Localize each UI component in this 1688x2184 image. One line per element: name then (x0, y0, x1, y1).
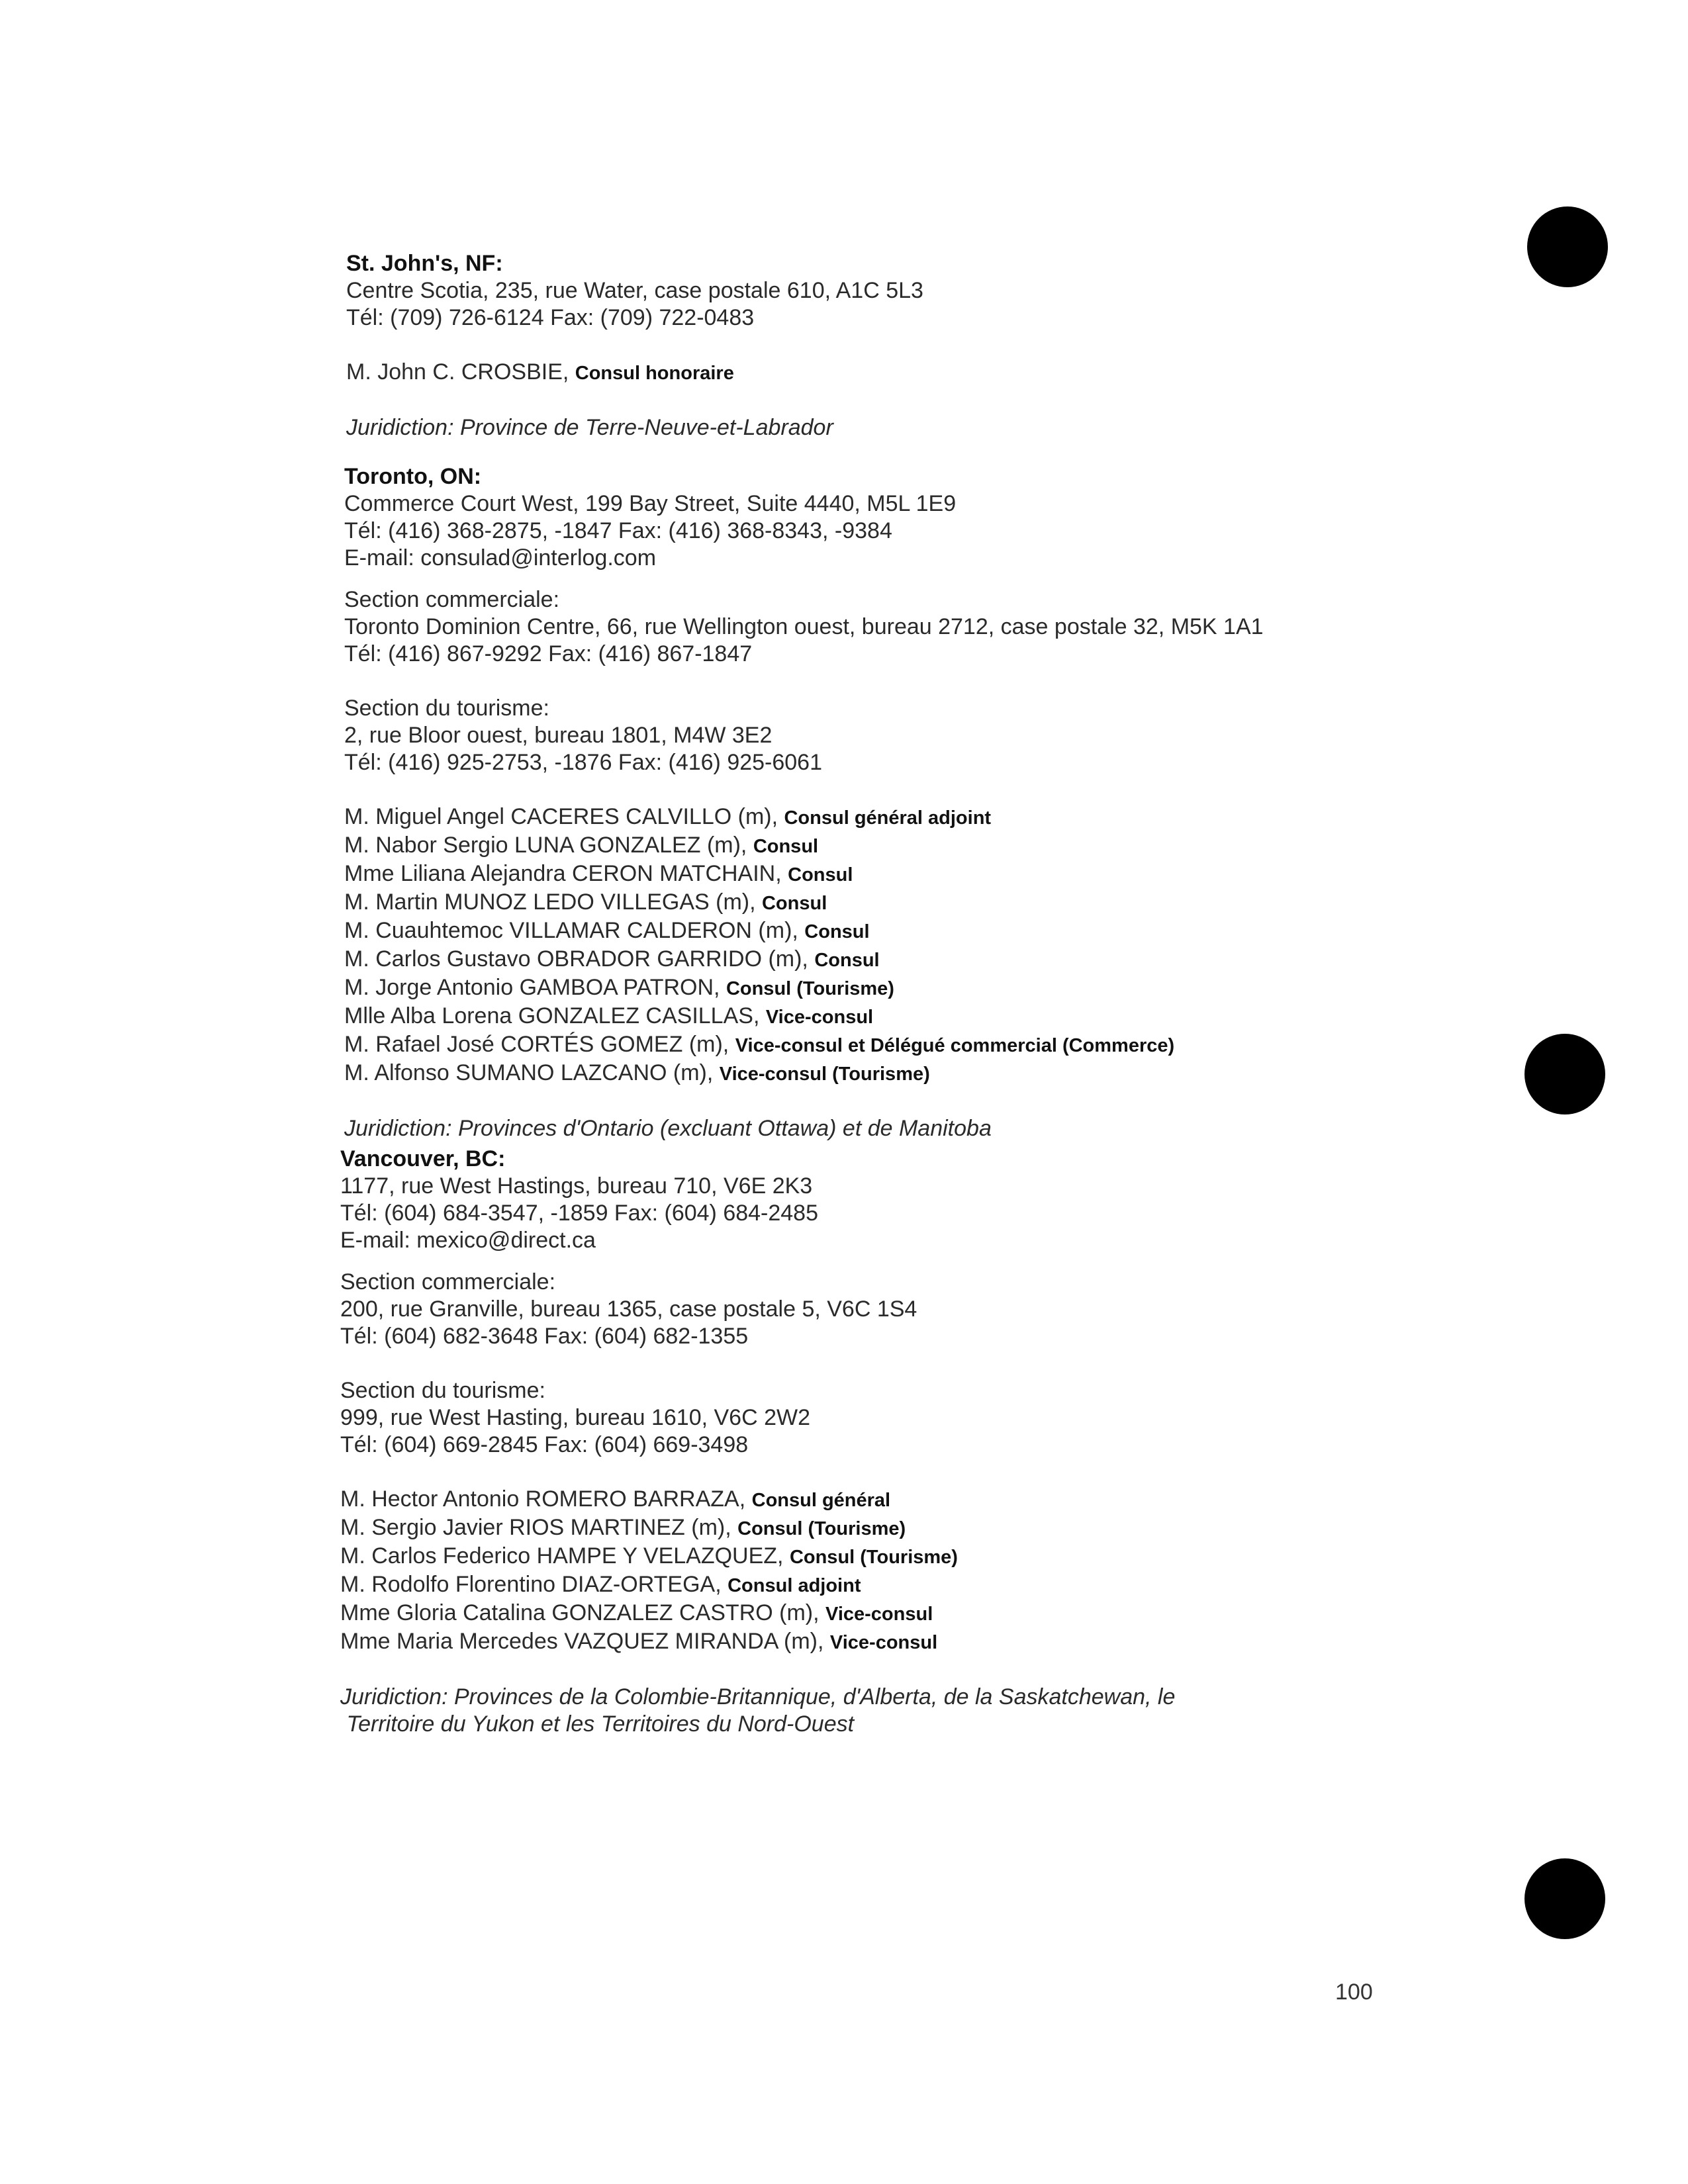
staff-role: Consul (Tourisme) (737, 1518, 906, 1539)
commercial-address: Toronto Dominion Centre, 66, rue Wellington ouest, bureau 2712, case postale 32, M5K 1A1 (344, 614, 1264, 639)
staff-name: M. Carlos Gustavo OBRADOR GARRIDO (m), (344, 946, 815, 972)
phone-fax: Tél: (604) 684-3547, -1859 Fax: (604) 684-2485 (340, 1201, 819, 1226)
staff-name: M. Martin MUNOZ LEDO VILLEGAS (m), (344, 889, 762, 915)
tourism-phone-fax: Tél: (416) 925-2753, -1876 Fax: (416) 925-6061 (344, 750, 823, 775)
staff-name: M. Hector Antonio ROMERO BARRAZA, (340, 1486, 752, 1512)
staff-entry (340, 1628, 1175, 1657)
staff-role: Consul général (751, 1490, 891, 1511)
staff-list (344, 803, 1264, 1088)
jurisdiction-continued: Territoire du Yukon et les Territoires du Nord-Ouest (340, 1711, 855, 1737)
tourism-section-label: Section du tourisme: (344, 696, 549, 721)
tourism-address: 999, rue West Hasting, bureau 1610, V6C 2W2 (340, 1405, 810, 1430)
staff-role: Vice-consul (765, 1007, 874, 1028)
staff-name: M. Miguel Angel CACERES CALVILLO (m), (344, 804, 784, 829)
tourism-address: 2, rue Bloor ouest, bureau 1801, M4W 3E2 (344, 723, 773, 748)
staff-name: Mme Maria Mercedes VAZQUEZ MIRANDA (m), (340, 1629, 830, 1654)
staff-name: M. Alfonso SUMANO LAZCANO (m), (344, 1060, 720, 1085)
staff-role: Consul général adjoint (784, 807, 992, 829)
punch-hole-middle (1524, 1034, 1605, 1115)
staff-name: M. Nabor Sergio LUNA GONZALEZ (m), (344, 833, 753, 858)
staff-entry (340, 1571, 1175, 1600)
staff-role: Consul (761, 893, 827, 914)
staff-entry (340, 1486, 1175, 1514)
staff-role: Consul (804, 921, 870, 942)
email: E-mail: mexico@direct.ca (340, 1228, 596, 1253)
tourism-section-label: Section du tourisme: (340, 1378, 545, 1403)
staff-list (340, 1486, 1175, 1657)
city-heading: Vancouver, BC: (340, 1146, 506, 1171)
punch-hole-top (1527, 206, 1608, 287)
staff-role: Consul (814, 950, 880, 971)
staff-role: Consul (788, 864, 853, 886)
staff-name: M. Rodolfo Florentino DIAZ-ORTEGA, (340, 1572, 728, 1597)
staff-role: Vice-consul (825, 1604, 933, 1625)
section-vancouver (340, 1146, 1175, 1738)
staff-name: M. Jorge Antonio GAMBOA PATRON, (344, 975, 726, 1000)
email: E-mail: consulad@interlog.com (344, 545, 657, 570)
staff-entry (344, 1031, 1264, 1060)
city-heading: St. John's, NF: (346, 251, 503, 276)
commercial-section-label: Section commerciale: (344, 587, 560, 612)
staff-entry (340, 1543, 1175, 1571)
staff-name: M. Sergio Javier RIOS MARTINEZ (m), (340, 1515, 738, 1540)
staff-name: M. Rafael José CORTÉS GOMEZ (m), (344, 1032, 735, 1057)
staff-role: Vice-consul (Tourisme) (719, 1064, 930, 1085)
address: 1177, rue West Hastings, bureau 710, V6E 2K3 (340, 1173, 813, 1199)
page-number: 100 (1335, 1979, 1373, 2005)
staff-role: Consul (753, 836, 819, 857)
staff-entry (344, 803, 1264, 832)
staff-name: M. Carlos Federico HAMPE Y VELAZQUEZ, (340, 1543, 790, 1569)
jurisdiction: Juridiction: Provinces d'Ontario (excluant Ottawa) et de Manitoba (344, 1116, 992, 1141)
address: Centre Scotia, 235, rue Water, case postale 610, A1C 5L3 (346, 278, 923, 303)
commercial-address: 200, rue Granville, bureau 1365, case postale 5, V6C 1S4 (340, 1297, 917, 1322)
staff-entry (344, 917, 1264, 946)
staff-name: Mme Liliana Alejandra CERON MATCHAIN, (344, 861, 788, 886)
staff-role: Vice-consul (829, 1632, 938, 1653)
phone-fax: Tél: (709) 726-6124 Fax: (709) 722-0483 (346, 305, 755, 330)
staff-entry (346, 359, 923, 387)
staff-entry (344, 1003, 1264, 1031)
staff-role: Vice-consul et Délégué commercial (Commerce) (735, 1035, 1175, 1056)
tourism-phone-fax: Tél: (604) 669-2845 Fax: (604) 669-3498 (340, 1432, 749, 1457)
commercial-section-label: Section commerciale: (340, 1269, 556, 1295)
jurisdiction: Juridiction: Province de Terre-Neuve-et-Labrador (346, 415, 833, 440)
address: Commerce Court West, 199 Bay Street, Suite 4440, M5L 1E9 (344, 491, 957, 516)
staff-role: Consul (Tourisme) (726, 978, 894, 999)
staff-role: Consul (Tourisme) (789, 1547, 958, 1568)
staff-entry (344, 832, 1264, 860)
staff-entry (344, 946, 1264, 974)
commercial-phone-fax: Tél: (604) 682-3648 Fax: (604) 682-1355 (340, 1324, 749, 1349)
staff-entry (344, 1060, 1264, 1088)
section-toronto (344, 463, 1264, 1142)
staff-role: Consul adjoint (727, 1575, 861, 1596)
staff-role: Consul honoraire (575, 363, 734, 384)
staff-name: Mlle Alba Lorena GONZALEZ CASILLAS, (344, 1003, 766, 1028)
section-st-johns (346, 250, 923, 441)
staff-entry (340, 1600, 1175, 1628)
staff-entry (344, 860, 1264, 889)
staff-name: M. Cuauhtemoc VILLAMAR CALDERON (m), (344, 918, 805, 943)
city-heading: Toronto, ON: (344, 464, 482, 489)
staff-entry (340, 1514, 1175, 1543)
staff-entry (344, 974, 1264, 1003)
staff-name: M. John C. CROSBIE, (346, 359, 575, 385)
staff-entry (344, 889, 1264, 917)
phone-fax: Tél: (416) 368-2875, -1847 Fax: (416) 368-8343, -9384 (344, 518, 892, 543)
staff-name: Mme Gloria Catalina GONZALEZ CASTRO (m), (340, 1600, 826, 1625)
commercial-phone-fax: Tél: (416) 867-9292 Fax: (416) 867-1847 (344, 641, 753, 666)
jurisdiction: Juridiction: Provinces de la Colombie-Britannique, d'Alberta, de la Saskatchewan, le (340, 1684, 1176, 1709)
punch-hole-bottom (1524, 1858, 1605, 1939)
